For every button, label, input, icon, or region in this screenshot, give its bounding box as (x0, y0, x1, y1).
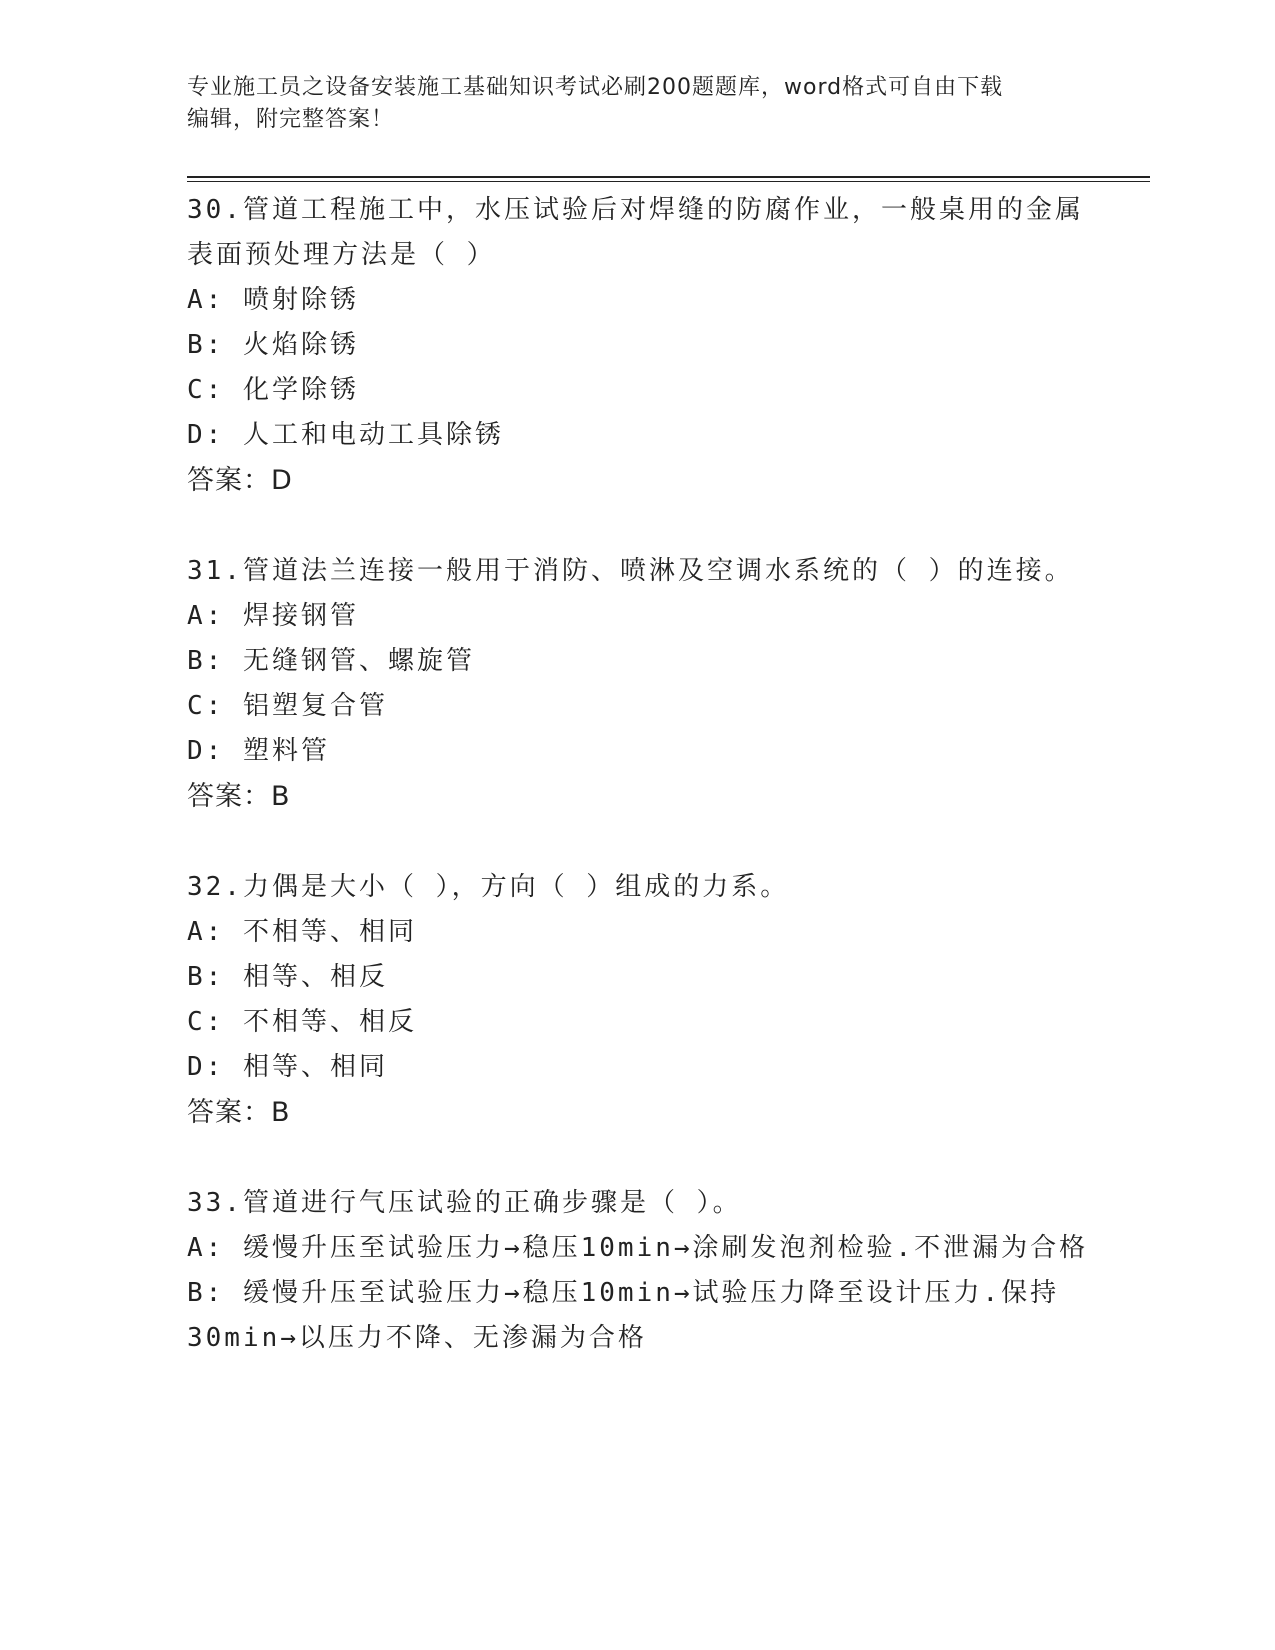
question-stem: 31.管道法兰连接一般用于消防、喷淋及空调水系统的（ ）的连接。 (187, 556, 1074, 586)
question-32 (187, 865, 1107, 1135)
option-d: D: 人工和电动工具除锈 (187, 420, 504, 450)
answer: 答案：B (187, 781, 291, 812)
option-c: C: 化学除锈 (187, 375, 359, 405)
header-line-2: 编辑，附完整答案！ (187, 107, 395, 132)
question-stem: 33.管道进行气压试验的正确步骤是（ ）。 (187, 1188, 742, 1218)
option-d: D: 相等、相同 (187, 1052, 388, 1082)
question-stem: 32.力偶是大小（ ），方向（ ）组成的力系。 (187, 872, 790, 902)
option-b-continued: 30min→以压力不降、无渗漏为合格 (187, 1323, 647, 1353)
option-b: B: 相等、相反 (187, 962, 388, 992)
option-d: D: 塑料管 (187, 736, 330, 766)
answer: 答案：D (187, 465, 293, 496)
question-list (187, 188, 1107, 1407)
option-a: A: 不相等、相同 (187, 917, 417, 947)
question-33 (187, 1181, 1107, 1361)
option-a: A: 喷射除锈 (187, 285, 359, 315)
option-a: A: 焊接钢管 (187, 601, 359, 631)
document-header (187, 72, 1067, 136)
header-divider-thin (187, 181, 1150, 182)
answer: 答案：B (187, 1097, 291, 1128)
option-a: A: 缓慢升压至试验压力→稳压10min→涂刷发泡剂检验.不泄漏为合格 (187, 1233, 1089, 1263)
option-c: C: 铝塑复合管 (187, 691, 388, 721)
option-c: C: 不相等、相反 (187, 1007, 417, 1037)
question-stem-continued: 表面预处理方法是（ ） (187, 240, 496, 270)
header-line-1: 专业施工员之设备安装施工基础知识考试必刷200题题库，word格式可自由下载 (187, 75, 1004, 100)
option-b: B: 缓慢升压至试验压力→稳压10min→试验压力降至设计压力.保持 (187, 1278, 1060, 1308)
header-divider (187, 176, 1150, 178)
question-30 (187, 188, 1107, 503)
question-stem: 30.管道工程施工中，水压试验后对焊缝的防腐作业，一般桌用的金属 (187, 195, 1084, 225)
option-b: B: 无缝钢管、螺旋管 (187, 646, 475, 676)
option-b: B: 火焰除锈 (187, 330, 359, 360)
question-31 (187, 549, 1107, 819)
